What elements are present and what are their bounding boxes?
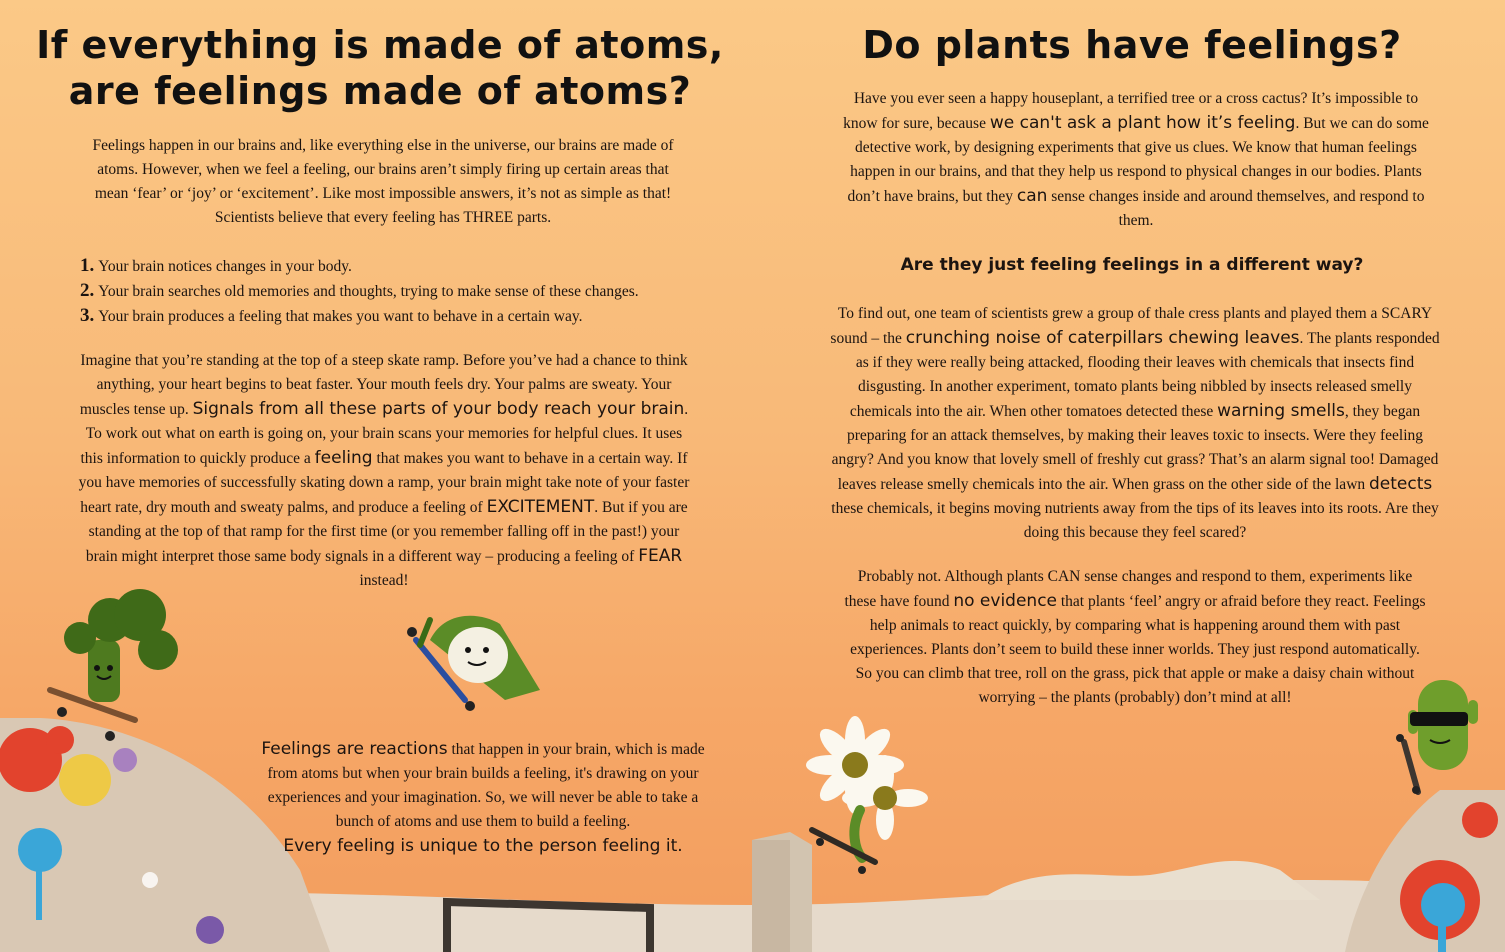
right-conclusion-paragraph: Probably not. Although plants CAN sense changes and respond to them, experiments like these have found no evidence that plants ‘feel’ angry or afraid before they react. Feelings help animals to react quickly, by comparing what is happening around them with past experiences. Plants don’t seem to build these inner worlds. They just respond automatically. So you can climb that tree, roll on the grass, pick that apple or make a daisy chain without worrying – the plants (probably) don’t mind at all! — [844, 568, 1426, 706]
left-intro-paragraph: Feelings happen in our brains and, like everything else in the universe, our brains are made of atoms. However, when we feel a feeling, our brains aren’t simply firing up certain areas that mean ‘fear’ or ‘joy’ or ‘excitement’. Like most impossible answers, it’s not as simple as that! Scientists believe that every feeling has THREE parts. — [92, 137, 674, 226]
right-subheading: Are they just feeling feelings in a different way? — [900, 255, 1364, 275]
skate-ramp-paragraph: Imagine that you’re standing at the top of a steep skate ramp. Before you’ve had a chance to think anything, your heart begins to beat faster. Your mouth feels dry. Your palms are sweaty. Your muscles tense up. Signals from all these parts of your body reach your brain. To work out what on earth is going on, your brain scans your memories for helpful clues. It uses this information to quickly produce a feeling that makes you want to behave in a certain way. If you have memories of successfully skating down a ramp, your brain might take note of your faster heart rate, dry mouth and sweaty palms, and produce a feeling of EXCITEMENT. But if you are standing at the top of that ramp for the first time (or you remember falling off in the past!) your brain might interpret those same body signals in a different way – producing a feeling of FEAR instead! — [78, 352, 690, 589]
list-item: 1. Your brain notices changes in your body. — [80, 255, 352, 276]
highlight-fear: FEAR — [638, 546, 683, 566]
highlight-crunching: crunching noise of caterpillars chewing leaves — [905, 328, 1300, 348]
highlight-signals: Signals from all these parts of your body reach your brain — [192, 399, 685, 419]
highlight-feeling: feeling — [314, 448, 373, 468]
left-page — [0, 0, 752, 952]
highlight-can: can — [1016, 186, 1048, 206]
feeling-steps-list — [80, 254, 720, 329]
right-intro-paragraph: Have you ever seen a happy houseplant, a terrified tree or a cross cactus? It’s impossible to know for sure, because we can't ask a plant how it’s feeling. But we can do some detective work, by designing experiments that give us clues. We know that human feelings happen in our brains, and that they help us respond to physical changes in our bodies. Plants don’t have brains, but they can sense changes inside and around themselves, and respond to them. — [843, 90, 1429, 229]
right-page — [752, 0, 1505, 952]
left-conclusion-paragraph: Feelings are reactions that happen in your brain, which is made from atoms but when your brain builds a feeling, it's drawing on your experiences and your imagination. So, we will never be able to take a bunch of atoms and use them to build a feeling. Every feeling is unique to the person feeling it. — [261, 739, 705, 856]
highlight-cant-ask: we can't ask a plant how it’s feeling — [989, 113, 1296, 133]
right-page-title: Do plants have feelings? — [862, 23, 1402, 67]
highlight-warning-smells: warning smells — [1217, 401, 1345, 421]
left-title-line-2: are feelings made of atoms? — [68, 69, 692, 113]
highlight-no-evidence: no evidence — [953, 591, 1057, 611]
left-page-title — [30, 22, 730, 114]
list-item: 2. Your brain searches old memories and thoughts, trying to make sense of these changes. — [80, 280, 639, 301]
experiments-paragraph: To find out, one team of scientists grew a group of thale cress plants and played them a SCARY sound – the crunching noise of caterpillars chewing leaves. The plants responded as if they were really being attacked, flooding their leaves with chemicals that insects find disgusting. In another experiment, tomato plants being nibbled by insects released smelly chemicals into the air. When other tomatoes detected these warning smells, they began preparing for an attack themselves, by making their leaves toxic to insects. Were they feeling angry? And you know that lovely smell of freshly cut grass? That’s an alarm signal too! Damaged leaves release smelly chemicals into the air. When grass on the other side of the lawn detects these chemicals, it begins moving nutrients away from the tips of its leaves into its roots. Are they doing this because they feel scared? — [830, 305, 1440, 541]
left-title-line-1: If everything is made of atoms, — [36, 23, 724, 67]
highlight-reactions: Feelings are reactions — [261, 739, 448, 759]
highlight-unique: Every feeling is unique to the person feeling it. — [283, 836, 683, 856]
list-item: 3. Your brain produces a feeling that makes you want to behave in a certain way. — [80, 305, 583, 326]
highlight-detects: detects — [1369, 474, 1433, 494]
highlight-excitement: EXCITEMENT — [486, 497, 595, 517]
